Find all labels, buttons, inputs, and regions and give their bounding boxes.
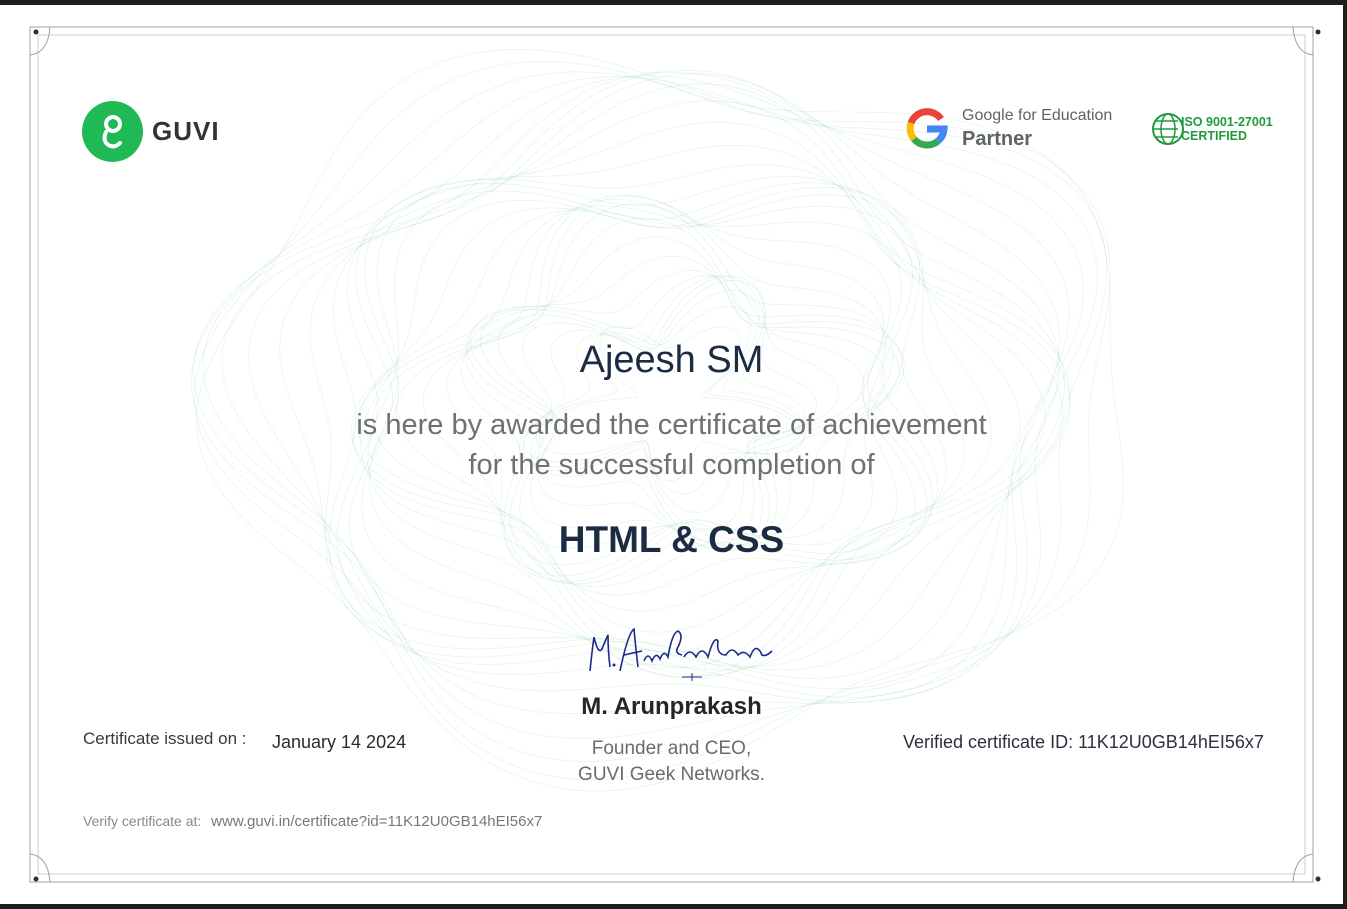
iso-line2: CERTIFIED (1181, 129, 1247, 143)
swirl-line (466, 237, 905, 565)
signature-script: M. ArunPrakash (586, 608, 700, 625)
recipient-name: Ajeesh SM (579, 339, 764, 381)
issue-date: January 14 2024 (272, 732, 407, 752)
verify-label: Verify certificate at: (83, 813, 202, 829)
guvi-logo (82, 101, 220, 162)
guvi-logo-text: GUVI (152, 116, 220, 146)
partner-line2: Partner (962, 128, 1033, 150)
globe-icon (1150, 109, 1178, 149)
google-education-partner-badge (906, 106, 1112, 152)
iso-certified-badge (1150, 109, 1273, 149)
google-g-icon (906, 108, 948, 150)
swirl-line (203, 76, 1083, 714)
swirl-line (249, 70, 1060, 697)
verified-certificate-id: Verified certificate ID: 11K12U0GB14hEI56x7 (903, 732, 1264, 752)
verify-info (83, 813, 542, 830)
issue-info (83, 729, 407, 752)
certificate (0, 5, 1343, 904)
verify-url-link[interactable]: www.guvi.in/certificate?id=11K12U0GB14hEI56x7 (211, 813, 543, 830)
signer-name: M. Arunprakash (581, 693, 762, 720)
award-line2: for the successful completion of (468, 449, 875, 481)
swirl-line (222, 72, 1069, 702)
signer-title-line2: GUVI Geek Networks. (578, 764, 765, 785)
award-statement (0, 405, 1343, 485)
iso-line1: ISO 9001-27001 (1181, 115, 1273, 129)
signer-title-line1: Founder and CEO, (591, 738, 752, 759)
guvi-logo-icon (82, 101, 143, 162)
issue-label: Certificate issued on : (83, 729, 247, 748)
signature (586, 608, 776, 685)
award-line1: is here by awarded the certificate of achievement (356, 409, 987, 441)
partner-line1: Google for Education (962, 107, 1113, 124)
course-name: HTML & CSS (558, 519, 785, 560)
